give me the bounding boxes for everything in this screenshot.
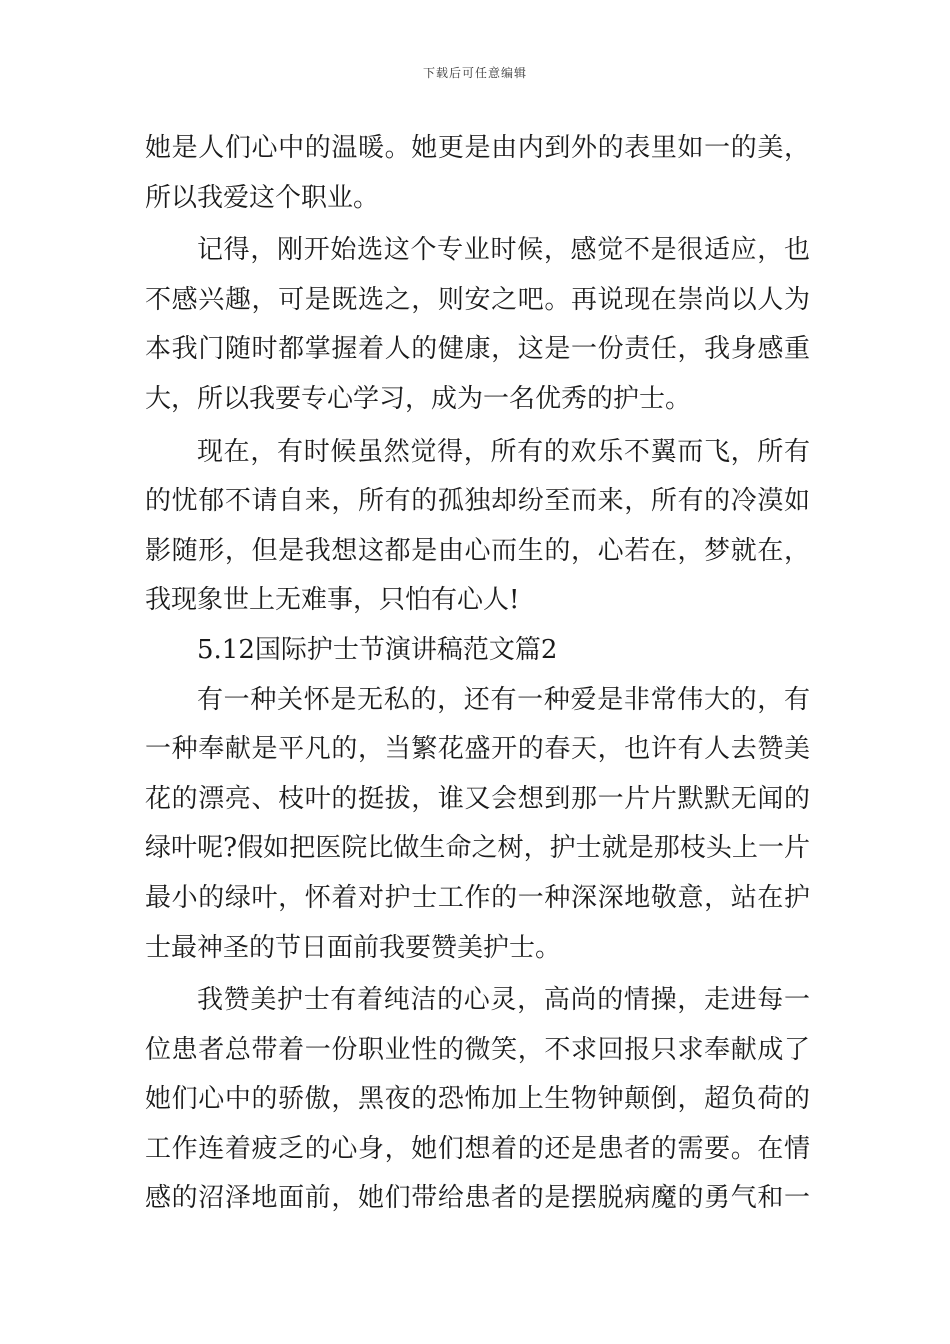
- text-line: 所以我爱这个职业。: [145, 182, 380, 213]
- text-line: 现在，有时候虽然觉得，所有的欢乐不翼而飞，所有: [197, 436, 810, 467]
- paragraph: [145, 226, 810, 424]
- text-line: 感的沼泽地面前，她们带给患者的是摆脱病魔的勇气和一: [145, 1183, 810, 1214]
- text-line: 工作连着疲乏的心身，她们想着的还是患者的需要。在情: [145, 1133, 810, 1164]
- text-line: 最小的绿叶，怀着对护士工作的一种深深地敬意，站在护: [145, 882, 810, 913]
- paragraph: [145, 428, 810, 626]
- text-line: 士最神圣的节日面前我要赞美护士。: [145, 932, 562, 963]
- paragraph: [145, 124, 810, 223]
- text-line: 花的漂亮、枝叶的挺拔，谁又会想到那一片片默默无闻的: [145, 783, 810, 814]
- text-line: 影随形，但是我想这都是由心而生的，心若在，梦就在，: [145, 535, 810, 566]
- paragraph: [145, 976, 810, 1224]
- page-header: 下载后可任意编辑: [422, 66, 527, 80]
- text-line: 我现象世上无难事，只怕有心人!: [145, 585, 520, 616]
- paragraph: [145, 676, 810, 974]
- document-body: [145, 124, 810, 1224]
- text-line: 一种奉献是平凡的，当繁花盛开的春天，也许有人去赞美: [145, 734, 810, 765]
- text-line: 我赞美护士有着纯洁的心灵，高尚的情操，走进每一: [197, 985, 810, 1016]
- text-line: 记得，刚开始选这个专业时候，感觉不是很适应，也: [197, 235, 810, 266]
- text-line: 绿叶呢?假如把医院比做生命之树，护士就是那枝头上一片: [145, 833, 810, 864]
- section-heading: [145, 626, 810, 676]
- text-line: 她们心中的骄傲，黑夜的恐怖加上生物钟颠倒，超负荷的: [145, 1084, 810, 1115]
- text-line: 本我门随时都掌握着人的健康，这是一份责任，我身感重: [145, 334, 810, 365]
- text-line: 她是人们心中的温暖。她更是由内到外的表里如一的美，: [145, 133, 810, 163]
- text-line: 位患者总带着一份职业性的微笑，不求回报只求奉献成了: [145, 1034, 810, 1065]
- section-title: 5.12国际护士节演讲稿范文篇2: [197, 634, 558, 665]
- text-line: 大，所以我要专心学习，成为一名优秀的护士。: [145, 383, 692, 414]
- text-line: 的忧郁不请自来，所有的孤独却纷至而来，所有的冷漠如: [145, 486, 810, 517]
- text-line: 有一种关怀是无私的，还有一种爱是非常伟大的，有: [197, 684, 810, 715]
- text-line: 不感兴趣，可是既选之，则安之吧。再说现在崇尚以人为: [145, 284, 810, 315]
